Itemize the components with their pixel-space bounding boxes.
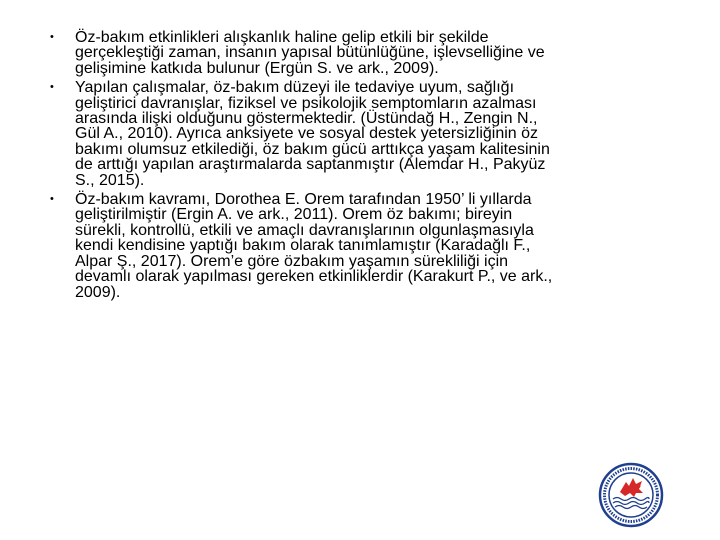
bullet-text-2: Yapılan çalışmalar, öz-bakım düzeyi ile tedaviye uyum, sağlığı geliştirici davranışlar, fiziksel ve psikolojik semptomların azalması arasında ilişki olduğunu göstermektedir. (Üstündağ H., Zengin N., Gül A., 2010). Ayrıca anksiyete ve sosyal destek yetersizliğinin öz bakımı olumsuz etkilediği, öz bakım gücü arttıkça yaşam kalitesinin de arttığı yapılan araştırmalarda saptanmıştır (Alemdar H., Pakyüz S., 2015). [75, 79, 550, 189]
bullet-text-1: Öz-bakım etkinlikleri alışkanlık haline gelip etkili bir şekilde gerçekleştiği zaman, insanın yapısal bütünlüğüne, işlevselliğine ve gelişimine katkıda bulunur (Ergün S. ve ark., 2009). [75, 29, 545, 77]
bullet-marker: • [50, 193, 54, 206]
bullet-text-3: Öz-bakım kavramı, Dorothea E. Orem tarafından 1950’ li yıllarda geliştirilmiştir (Ergin A. ve ark., 2011). Orem öz bakımı; bireyin sürekli, kontrollü, etkili ve amaçlı davranışlarının olgunlaşmasıyla kendi kendisine yaptığı bakım olarak tanımlamıştır (Karadağlı F., Alpar Ş., 2017). Orem’e göre özbakım yaşamın sürekliliği için devamlı olarak yapılması gereken etkinliklerdir (Karakurt P., ve ark., 2009). [75, 191, 553, 301]
seal-sun [636, 484, 641, 489]
bullet-list [40, 30, 560, 304]
bullet-item-3 [40, 192, 560, 300]
bullet-marker: • [50, 31, 54, 43]
bullet-item-1 [40, 30, 560, 76]
bullet-marker: • [50, 81, 54, 94]
university-seal-icon [598, 462, 664, 528]
bullet-item-2 [40, 80, 560, 188]
seal-inner-ring [609, 473, 653, 517]
